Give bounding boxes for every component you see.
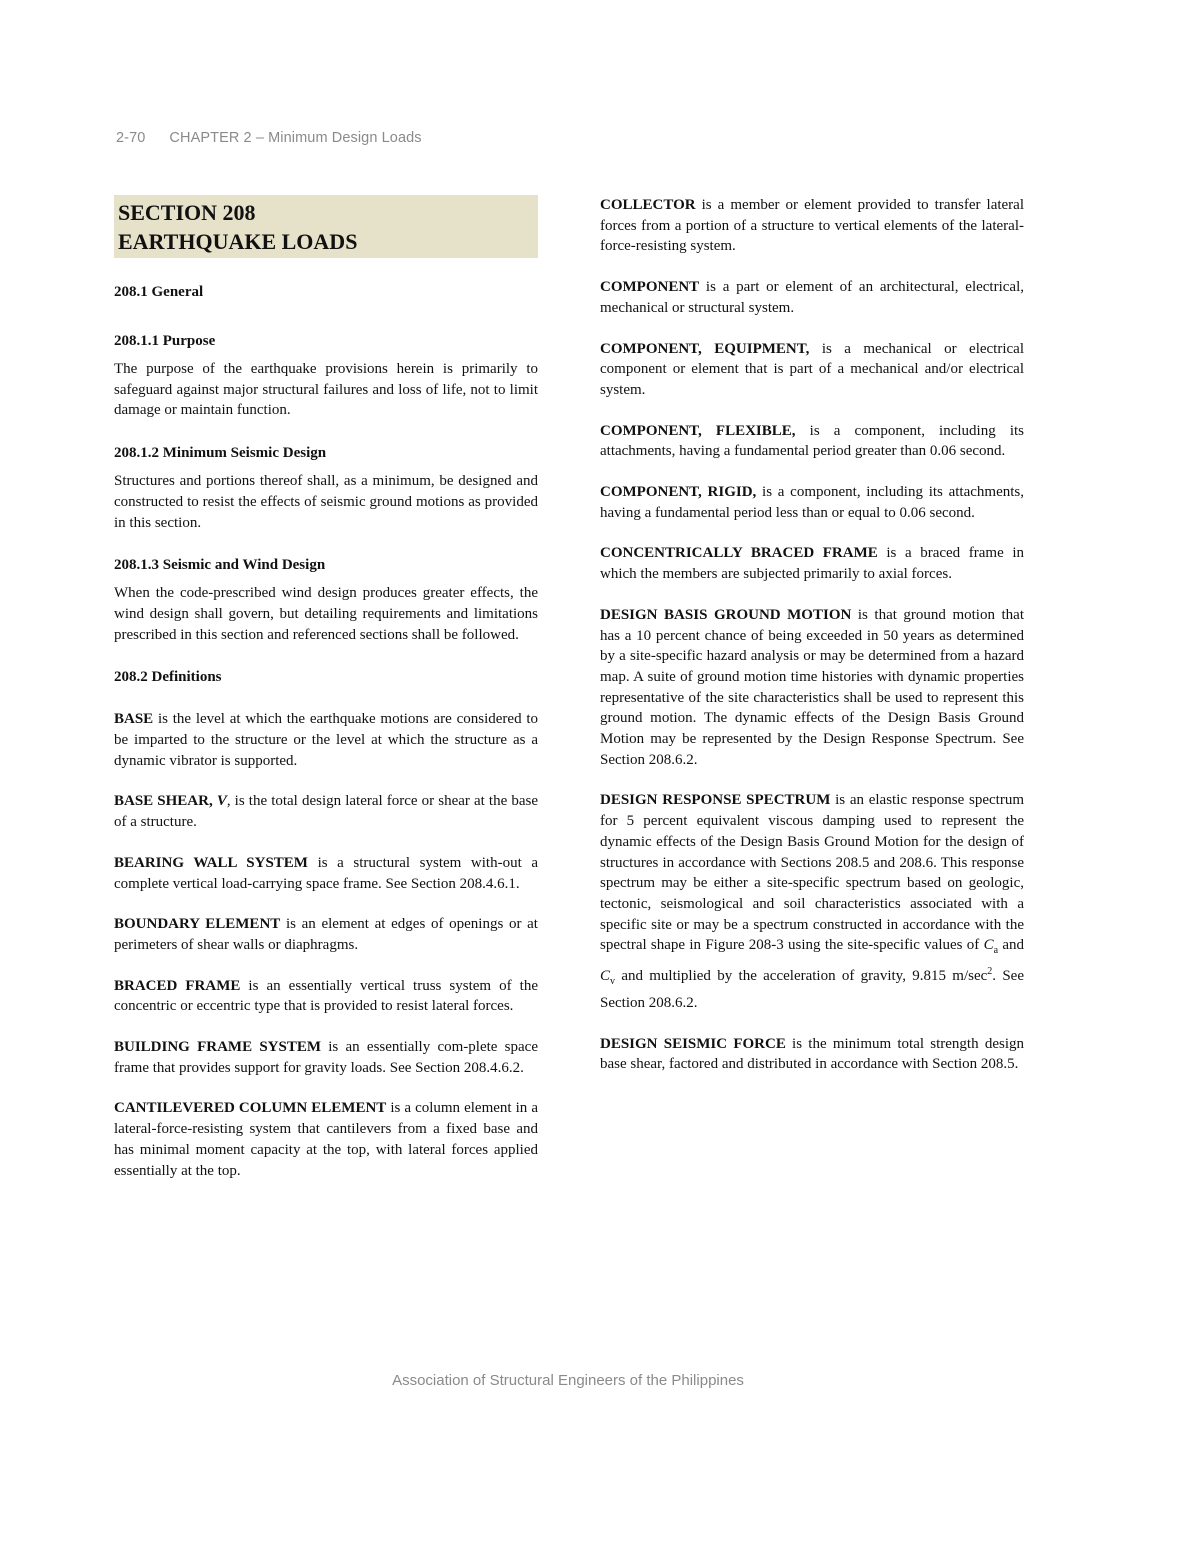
term-base-shear: BASE SHEAR, [114,793,213,810]
variable-ca: C [983,937,994,954]
definition-collector [600,195,1024,257]
definition-building-frame-system [114,1037,538,1078]
term-cantilevered-column-element: CANTILEVERED COLUMN ELEMENT [114,1100,387,1117]
right-column [600,195,1024,1075]
definition-text: is an essentially vertical truss system of the concentric or eccentric type that is provided to resist lateral forces. [114,977,538,1015]
definition-component-equipment [600,339,1024,401]
definition-text: and multiplied by the acceleration of gravity, 9.815 m/sec [615,968,988,985]
definition-cantilevered-column-element [114,1098,538,1181]
term-design-basis-ground-motion: DESIGN BASIS GROUND MOTION [600,606,852,623]
left-column [114,195,538,1181]
page-number: 2-70 [116,130,146,146]
page-footer: Association of Structural Engineers of the Philippines [392,1372,744,1389]
definition-text: is a member or element provided to transfer lateral forces from a portion of a structure to vertical elements of the lateral-force-resisting system. [600,197,1024,255]
definition-text: is a structural system with-out a complete vertical load-carrying space frame. See Section 208.4.6.1. [114,854,538,892]
paragraph-purpose: The purpose of the earthquake provisions herein is primarily to safeguard against major structural failures and loss of life, not to limit damage or maintain function. [114,361,538,419]
definition-text: is a mechanical or electrical component or element that is part of a mechanical and/or electrical system. [600,340,1024,398]
variable-cv: C [600,968,611,985]
definition-text: is that ground motion that has a 10 percent chance of being exceeded in 50 years as determined by a site-specific hazard analysis or may be determined from a hazard map. A suite of ground motion time histories with dynamic properties representative of the site characteristics shall be used to represent this ground motion. The dynamic effects of the Design Basis Ground Motion may be represented by the Design Response Spectrum. See Section 208.6.2. [600,606,1024,768]
term-building-frame-system: BUILDING FRAME SYSTEM [114,1039,322,1056]
term-component-flexible: COMPONENT, FLEXIBLE, [600,422,796,439]
definition-braced-frame [114,976,538,1017]
definition-text: is a component, including its attachments, having a fundamental period less than or equal to 0.06 second. [600,484,1024,521]
definition-text: is an element at edges of openings or at perimeters of shear walls or diaphragms. [114,916,538,953]
term-collector: COLLECTOR [600,197,696,213]
definition-text: . See Section 208.6.2. [600,968,1024,1011]
definition-boundary-element [114,914,538,955]
term-component-equipment: COMPONENT, EQUIPMENT, [600,340,810,357]
definition-component-flexible [600,421,1024,462]
definition-base [114,709,538,771]
subscript-a: a [993,945,999,957]
term-concentrically-braced-frame: CONCENTRICALLY BRACED FRAME [600,545,878,562]
paragraph-minimum-seismic-design: Structures and portions thereof shall, as a minimum, be designed and constructed to resist the effects of seismic ground motions as provided in this section. [114,473,538,531]
definition-text: is the minimum total strength design base shear, factored and distributed in accordance with Section 208.5. [600,1035,1024,1073]
definition-text: , is the total design lateral force or shear at the base of a structure. [114,793,538,831]
definition-bearing-wall-system [114,853,538,894]
superscript-2: 2 [987,966,993,978]
term-braced-frame: BRACED FRAME [114,977,241,994]
term-boundary-element: BOUNDARY ELEMENT [114,916,281,933]
running-header [116,130,422,146]
definition-component-rigid [600,482,1024,523]
section-title: EARTHQUAKE LOADS [118,229,358,254]
term-component-rigid: COMPONENT, RIGID, [600,484,757,501]
heading-general: 208.1 General [114,284,204,300]
definition-text: is a column element in a lateral-force-resisting system that cantilevers from a fixed base and has minimal moment capacity at the top, with lateral forces applied essentially at the top. [114,1100,538,1179]
definition-text: is a part or element of an architectural, electrical, mechanical or structural system. [600,279,1024,316]
term-design-seismic-force: DESIGN SEISMIC FORCE [600,1035,786,1052]
heading-purpose: 208.1.1 Purpose [114,333,216,349]
paragraph-seismic-wind-design: When the code-prescribed wind design produces greater effects, the wind design shall govern, but detailing requirements and limitations prescribed in this section and referenced sections shall be followed. [114,585,538,643]
term-bearing-wall-system: BEARING WALL SYSTEM [114,854,308,871]
chapter-title: CHAPTER 2 – Minimum Design Loads [169,130,422,146]
definition-text: is a braced frame in which the members are subjected primarily to axial forces. [600,545,1024,583]
variable-v: V [216,793,227,810]
definition-design-basis-ground-motion [600,605,1024,771]
definition-component [600,277,1024,318]
heading-definitions: 208.2 Definitions [114,669,222,686]
definition-concentrically-braced-frame [600,543,1024,584]
heading-minimum-seismic-design: 208.1.2 Minimum Seismic Design [114,445,327,462]
term-component: COMPONENT [600,279,700,296]
definition-text: and [998,937,1024,954]
definition-text: is an essentially com-plete space frame that provides support for gravity loads. See Section 208.4.6.2. [114,1039,538,1076]
definition-base-shear [114,791,538,832]
section-number: SECTION 208 [118,200,256,225]
term-design-response-spectrum: DESIGN RESPONSE SPECTRUM [600,792,831,809]
definition-text: is a component, including its attachments, having a fundamental period greater than 0.06 second. [600,422,1024,460]
definition-text: is the level at which the earthquake motions are considered to be imparted to the structure or the level at which the structure as a dynamic vibrator is supported. [114,711,538,769]
definition-design-response-spectrum [600,790,1024,1013]
definition-design-seismic-force [600,1034,1024,1075]
subscript-v: v [610,976,616,988]
definition-text: is an elastic response spectrum for 5 percent equivalent viscous damping used to represent the dynamic effects of the Design Basis Ground Motion for the design of structures in accordance with Sections 208.5 and 208.6. This response spectrum may be either a site-specific spectrum based on geologic, tectonic, seismological and soil characteristics associated with a specific site or may be a spectrum constructed in accordance with the spectral shape in Figure 208-3 using the site-specific values of [600,792,1024,954]
heading-seismic-wind-design: 208.1.3 Seismic and Wind Design [114,557,326,574]
term-base: BASE [114,711,154,728]
section-heading-box [114,195,538,258]
